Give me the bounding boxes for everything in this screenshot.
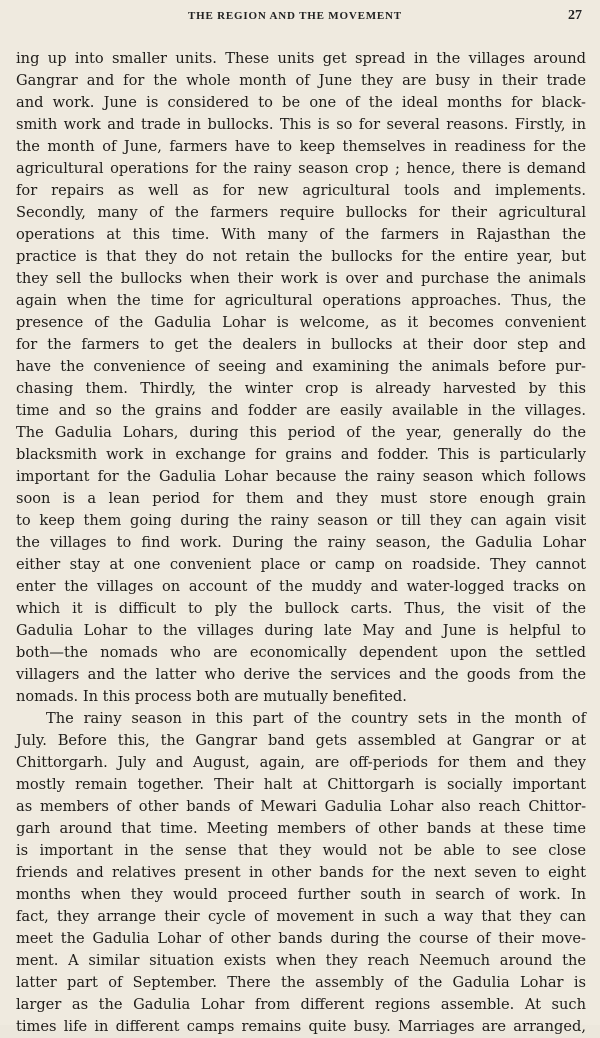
text-line: they sell the bullocks when their work is over and purchase the animals: [16, 270, 586, 287]
text-line: practice is that they do not retain the bullocks for the entire year, but: [16, 248, 586, 265]
text-line: Gangrar and for the whole month of June they are busy in their trade: [16, 72, 586, 89]
running-head: THE REGION AND THE MOVEMENT: [188, 10, 402, 22]
text-line: garh around that time. Meeting members of other bands at these time: [16, 820, 586, 837]
text-line: Chittorgarh. July and August, again, are off-periods for them and they: [16, 754, 586, 771]
page-number: 27: [568, 8, 582, 23]
text-line: fact, they arrange their cycle of movement in such a way that they can: [16, 908, 586, 925]
text-line: and work. June is considered to be one of the ideal months for black-: [16, 94, 586, 111]
text-line: Secondly, many of the farmers require bullocks for their agricultural: [16, 204, 586, 221]
paragraph: [16, 708, 586, 1038]
text-line: July. Before this, the Gangrar band gets assembled at Gangrar or at: [16, 732, 586, 749]
body-text: [16, 48, 586, 1038]
text-line: have the convenience of seeing and examining the animals before pur-: [16, 358, 586, 375]
text-line: nomads. In this process both are mutually benefited.: [16, 688, 407, 705]
text-line: friends and relatives present in other bands for the next seven to eight: [16, 864, 586, 881]
text-line: The rainy season in this part of the country sets in the month of: [46, 710, 586, 727]
text-line: smith work and trade in bullocks. This is so for several reasons. Firstly, in: [16, 116, 586, 133]
text-line: the villages to find work. During the rainy season, the Gadulia Lohar: [16, 534, 586, 551]
text-line: chasing them. Thirdly, the winter crop is already harvested by this: [16, 380, 586, 397]
text-line: either stay at one convenient place or camp on roadside. They cannot: [16, 556, 586, 573]
text-line: to keep them going during the rainy season or till they can again visit: [16, 512, 586, 529]
text-line: the month of June, farmers have to keep themselves in readiness for the: [16, 138, 586, 155]
text-line: Gadulia Lohar to the villages during late May and June is helpful to: [16, 622, 586, 639]
text-line: enter the villages on account of the muddy and water-logged tracks on: [16, 578, 586, 595]
text-line: villagers and the latter who derive the services and the goods from the: [16, 666, 586, 683]
text-line: soon is a lean period for them and they must store enough grain: [16, 490, 586, 507]
text-line: ing up into smaller units. These units get spread in the villages around: [16, 50, 586, 67]
text-line: both—the nomads who are economically dependent upon the settled: [16, 644, 586, 661]
text-line: The Gadulia Lohars, during this period of the year, generally do the: [16, 424, 586, 441]
text-line: mostly remain together. Their halt at Chittorgarh is socially important: [16, 776, 586, 793]
text-line: important for the Gadulia Lohar because the rainy season which follows: [16, 468, 586, 485]
text-line: ment. A similar situation exists when they reach Neemuch around the: [16, 952, 586, 969]
text-line: months when they would proceed further south in search of work. In: [16, 886, 586, 903]
text-line: presence of the Gadulia Lohar is welcome, as it becomes convenient: [16, 314, 586, 331]
text-line: meet the Gadulia Lohar of other bands during the course of their move-: [16, 930, 586, 947]
text-line: latter part of September. There the assembly of the Gadulia Lohar is: [16, 974, 586, 991]
text-line: is important in the sense that they would not be able to see close: [16, 842, 586, 859]
text-line: for the farmers to get the dealers in bullocks at their door step and: [16, 336, 586, 353]
text-line: blacksmith work in exchange for grains and fodder. This is particularly: [16, 446, 586, 463]
paragraph: [16, 48, 586, 708]
text-line: time and so the grains and fodder are easily available in the villages.: [16, 402, 586, 419]
text-line: operations at this time. With many of the farmers in Rajasthan the: [16, 226, 586, 243]
text-line: larger as the Gadulia Lohar from different regions assemble. At such: [16, 996, 586, 1013]
text-line: times life in different camps remains quite busy. Marriages are arranged,: [16, 1018, 586, 1035]
text-line: which it is difficult to ply the bullock carts. Thus, the visit of the: [16, 600, 586, 617]
text-line: agricultural operations for the rainy season crop ; hence, there is demand: [16, 160, 586, 177]
text-line: for repairs as well as for new agricultural tools and implements.: [16, 182, 586, 199]
text-line: again when the time for agricultural operations approaches. Thus, the: [16, 292, 586, 309]
text-line: as members of other bands of Mewari Gadulia Lohar also reach Chittor-: [16, 798, 586, 815]
